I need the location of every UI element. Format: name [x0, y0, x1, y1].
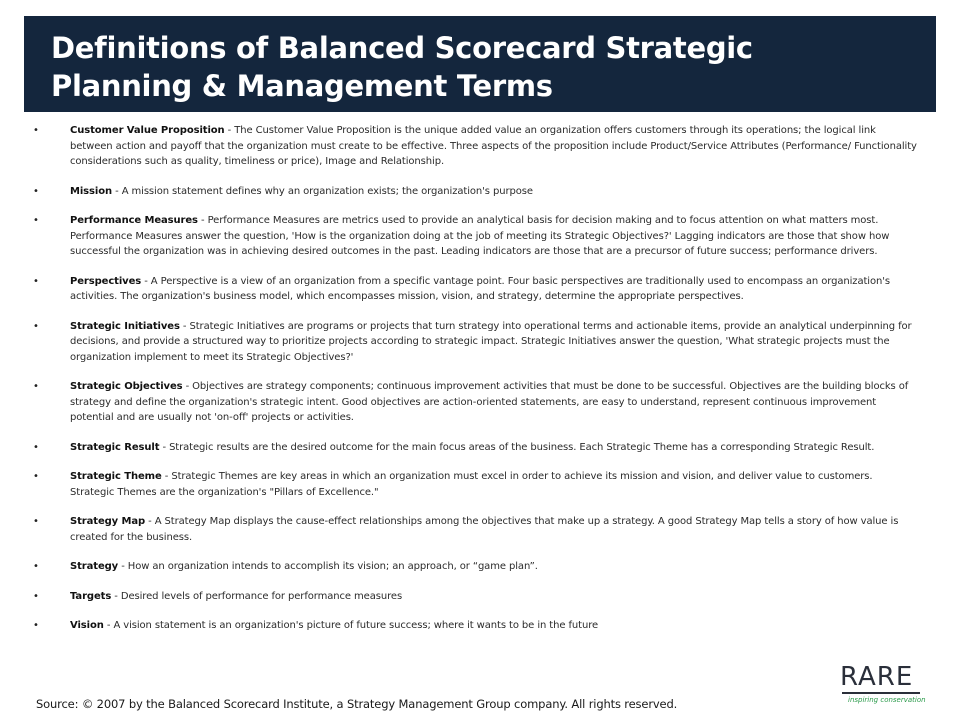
definition-separator: - [161, 471, 172, 482]
definition-text [70, 440, 918, 456]
definition-term: Strategy Map [70, 516, 146, 527]
bullet: • [33, 620, 39, 631]
definition-separator: - [182, 381, 193, 392]
definition-separator: - [111, 590, 121, 602]
definition-text [70, 319, 918, 366]
bullet: • [33, 471, 39, 482]
bullet: • [33, 381, 39, 392]
logo-wordmark: RARE [840, 662, 914, 692]
definition-item [30, 440, 918, 456]
definition-body: How an organization intends to accomplish its vision; an approach, or “game plan”. [127, 561, 538, 572]
definition-item [30, 618, 918, 634]
bullet: • [33, 590, 39, 602]
bullet: • [33, 516, 39, 527]
definition-text [70, 123, 918, 170]
definition-separator: - [118, 561, 128, 572]
definition-separator: - [224, 125, 235, 136]
definition-text [70, 184, 918, 200]
definition-term: Strategic Result [70, 441, 160, 453]
definition-text [70, 559, 918, 575]
definition-term: Mission [70, 185, 113, 197]
definition-separator: - [141, 275, 151, 287]
definitions-list [30, 123, 918, 634]
slide-title-line-2: Planning & Management Terms [51, 69, 553, 103]
definition-separator: - [145, 516, 155, 527]
bullet: • [33, 215, 39, 226]
logo-underline [842, 692, 920, 694]
bullet: • [33, 441, 39, 453]
bullet: • [33, 275, 39, 287]
definition-item [30, 589, 918, 605]
definition-text [70, 379, 918, 426]
definition-item [30, 123, 918, 170]
definition-item [30, 469, 918, 500]
definition-term: Strategic Initiatives [70, 320, 180, 332]
definition-separator: - [103, 620, 114, 631]
bullet: • [33, 125, 39, 136]
rare-logo [840, 664, 924, 706]
bullet: • [33, 561, 39, 572]
definition-body: Strategic Initiatives are programs or projects that turn strategy into operational terms and actionable items, provide an analytical underpinning for decisions, and provide a structured way to prioritize projects according to strategic impact. Strategic Initiatives answer the question, 'What strategic projects must the organization implement to meet its Strategic Objectives?' [70, 320, 912, 363]
definition-body: Strategic Themes are key areas in which an organization must excel in order to achieve its mission and vision, and deliver value to customers. Strategic Themes are the organization's "Pillars of Excellence." [70, 471, 873, 498]
definition-body: A vision statement is an organization's picture of future success; where it wants to be in the future [113, 620, 599, 631]
definition-separator: - [197, 215, 208, 226]
definition-text [70, 469, 918, 500]
definition-term: Strategy [70, 561, 119, 572]
definition-term: Vision [70, 620, 104, 631]
definition-body: Strategic results are the desired outcome for the main focus areas of the business. Each Strategic Theme has a corresponding Strategic Result. [169, 441, 875, 453]
definition-item [30, 213, 918, 260]
source-citation: Source: © 2007 by the Balanced Scorecard Institute, a Strategy Management Group company. All rights reserved. [36, 697, 678, 711]
definition-text [70, 213, 918, 260]
definition-body: A mission statement defines why an organization exists; the organization's purpose [121, 185, 533, 197]
definition-text [70, 274, 918, 305]
definition-body: A Strategy Map displays the cause-effect relationships among the objectives that make up a strategy. A good Strategy Map tells a story of how value is created for the business. [70, 516, 899, 543]
definition-term: Strategic Objectives [70, 381, 183, 392]
definition-body: Desired levels of performance for performance measures [120, 590, 403, 602]
slide-title-line-1: Definitions of Balanced Scorecard Strategic [51, 31, 753, 65]
definition-item [30, 184, 918, 200]
definition-separator: - [159, 441, 170, 453]
definition-item [30, 319, 918, 366]
definition-body: The Customer Value Proposition is the unique added value an organization offers customers through its operations; the logical link between action and payoff that the organization must create to be effective. Three aspects of the proposition include Product/Service Attributes (Performance/ Functionality considerations such as quality, timeliness or price), Image and Relationship. [70, 125, 917, 167]
definition-body: A Perspective is a view of an organization from a specific vantage point. Four basic perspectives are traditionally used to encompass an organization's activities. The organization's business model, which encompasses mission, vision, and strategy, determine the appropriate perspectives. [70, 275, 890, 302]
bullet: • [33, 185, 39, 197]
definition-text [70, 618, 918, 634]
definition-term: Strategic Theme [70, 471, 162, 482]
definition-item [30, 559, 918, 575]
logo-tagline: inspiring conservation [848, 696, 926, 704]
definition-text [70, 514, 918, 545]
definition-term: Perspectives [70, 275, 142, 287]
definition-term: Performance Measures [70, 215, 198, 226]
definition-item [30, 379, 918, 426]
definition-item [30, 514, 918, 545]
definition-text [70, 589, 918, 605]
definition-body: Performance Measures are metrics used to provide an analytical basis for decision making and to focus attention on what matters most. Performance Measures answer the question, 'How is the organization doing at the job of meeting its Strategic Objectives?' Lagging indicators are those that show how successful the organization was in achieving desired outcomes in the past. Leading indicators are those that are a precursor of future success; performance drivers. [70, 215, 890, 257]
definition-item [30, 274, 918, 305]
bullet: • [33, 320, 39, 332]
definition-term: Targets [70, 590, 112, 602]
definition-separator: - [112, 185, 122, 197]
definition-body: Objectives are strategy components; continuous improvement activities that must be done to be successful. Objectives are the building blocks of strategy and define the organization's strategic intent. Good objectives are action-oriented statements, are easy to understand, represent continuous improvement potential and are usually not 'on-off' projects or activities. [70, 381, 909, 423]
definition-term: Customer Value Proposition [70, 125, 225, 136]
definition-separator: - [179, 320, 190, 332]
title-bar [24, 16, 936, 112]
